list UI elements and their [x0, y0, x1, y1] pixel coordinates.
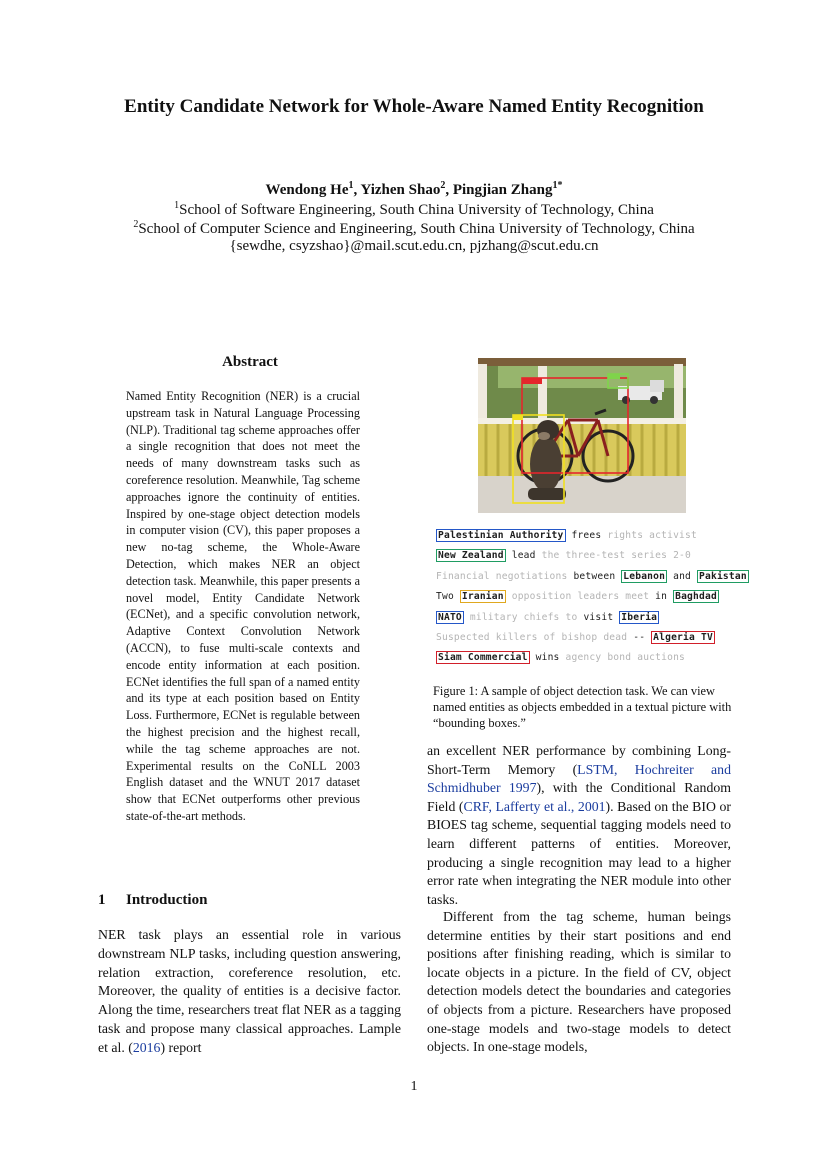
entity-box-loc: Lebanon	[623, 570, 666, 582]
intro-paragraph-left	[98, 926, 401, 1058]
author-emails: {sewdhe, csyzshao}@mail.scut.edu.cn, pjzhang@scut.edu.cn	[229, 238, 599, 254]
entity-box-loc: Pakistan	[699, 570, 747, 582]
ner-example-lines	[436, 526, 747, 669]
ner-line	[436, 587, 736, 607]
author-name: Wendong He	[265, 182, 349, 198]
ner-line	[436, 628, 736, 648]
affiliation-1	[0, 200, 828, 219]
body-text: ), with the Conditional Random Field (	[427, 780, 731, 814]
body-text: NER task plays an essential role in various downstream NLP tasks, including question answering, relation extraction, coreference resolution, etc. Moreover, the quality of entities is a decisive factor. Along the time, researchers treat flat NER as a tagging task and propose many classical approaches. Lample et al. (	[98, 927, 401, 1055]
entity-box-per: Algeria TV	[653, 631, 713, 643]
abstract-heading: Abstract	[222, 354, 278, 370]
plain-token: wins	[529, 652, 566, 664]
paper-title: Entity Candidate Network for Whole-Aware Named Entity Recognition	[124, 96, 704, 117]
affiliation-text: School of Software Engineering, South China University of Technology, China	[179, 202, 654, 218]
author-name: Yizhen Shao	[360, 182, 441, 198]
affiliation-2	[0, 219, 828, 238]
intro-paragraph-right-2: Different from the tag scheme, human beings determine entities by their start positions and end positions after finishing reading, which is similar to locate objects in a picture. In the field of CV, object detection models detect the boundaries and categories of objects from a picture. Researchers have proposed one-stage models and two-stage models to detect objects. In one-stage models,	[427, 909, 731, 1055]
affiliation-sup: 1	[174, 200, 180, 211]
faded-token: opposition leaders meet	[505, 591, 656, 603]
ner-line	[436, 608, 736, 628]
affiliation-sup: 2	[133, 219, 139, 230]
plain-token: lead	[505, 550, 542, 562]
body-text: ). Based on the BIO or BIOES tag scheme, sequential tagging models need to learn different patterns of entities. Moreover, producing a single recognition may lead to a higher error rate when integrating the NER module into other tasks.	[427, 798, 731, 907]
faded-token: agency bond	[565, 652, 638, 664]
intro-paragraph-right-1	[427, 742, 731, 909]
section-heading	[98, 892, 207, 909]
entity-box-loc: New Zealand	[438, 550, 504, 562]
body-text: an excellent NER performance by combining Long-Short-Term Memory (	[427, 743, 731, 777]
plain-token: Two	[436, 591, 460, 603]
ner-line	[436, 648, 736, 668]
figure-photo	[478, 358, 686, 513]
faded-token: the three-test series 2-0	[541, 550, 692, 562]
plain-token: visit	[583, 611, 620, 623]
section-number: 1	[98, 892, 106, 908]
entity-box-loc: Baghdad	[675, 591, 717, 603]
faded-token: Financial	[436, 570, 496, 582]
entity-box-org: NATO	[438, 611, 462, 623]
entity-box-org: Iberia	[621, 611, 658, 623]
faded-token: auctions	[637, 652, 686, 664]
plain-token: between	[567, 570, 622, 582]
plain-token: and	[667, 570, 698, 582]
author-list: Wendong He$^1$, Yizhen Shao$^2$, Pingjian Zhang$^{1*}$	[265, 180, 563, 198]
faded-token: Suspected killers of bishop dead	[436, 631, 634, 643]
plain-token: in	[655, 591, 674, 603]
entity-box-per: Siam Commercial	[438, 652, 528, 664]
author-sup: 2	[440, 180, 446, 191]
faded-token: military chiefs to	[463, 611, 584, 623]
author-sup: 1	[348, 180, 354, 191]
author-sup: 1*	[552, 180, 563, 191]
porch-photo-illustration	[478, 358, 686, 513]
author-name: Pingjian Zhang	[452, 182, 553, 198]
citation-link[interactable]: 2016	[132, 1039, 161, 1055]
faded-token: rights activist	[607, 530, 697, 541]
faded-token: negotiations	[495, 570, 568, 582]
ner-line	[436, 567, 747, 587]
ner-line	[436, 546, 736, 566]
entity-box-org: Palestinian Authority	[438, 530, 564, 541]
figure-caption: Figure 1: A sample of object detection task. We can view named entities as objects embedded in a textual picture with “bounding boxes.”	[433, 684, 732, 730]
plain-token: frees	[565, 530, 608, 541]
page-number: 1	[410, 1079, 418, 1094]
body-text: ) report	[160, 1039, 202, 1055]
plain-token: --	[633, 631, 652, 643]
abstract-text: Named Entity Recognition (NER) is a crucial upstream task in Natural Language Processing (NLP). Traditional tag scheme approaches offer a single recognition that does not meet the needs of many downstream tasks such as coreference resolution. Meanwhile, Tag scheme approaches ignore the continuity of entities. Inspired by one-stage object detection models in computer vision (CV), this paper proposes a new no-tag scheme, the Whole-Aware Detection, which makes NER an object detection task. Meanwhile, this paper presents a novel model, Entity Candidate Network (ECNet), and a specific convolution network, Adaptive Context Convolution Network (ACCN), to fuse multi-scale contexts and encode entity information at each position. ECNet identifies the full span of a named entity and its type at each position based on Entity Loss. Furthermore, ECNet is regulable between the highest precision and the highest recall, while the tag scheme approaches are not. Experimental results on the CoNLL 2003 English dataset and the WNUT 2017 dataset show that ECNet outperforms other previous state-of-the-art methods.	[126, 389, 360, 823]
affiliation-text: School of Computer Science and Engineering, South China University of Technology, China	[138, 221, 695, 237]
section-title: Introduction	[126, 892, 208, 908]
entity-box-misc: Iranian	[461, 591, 504, 603]
ner-line	[436, 526, 736, 546]
citation-link[interactable]: CRF, Lafferty et al., 2001	[463, 798, 606, 814]
citation-link[interactable]: LSTM, Hochreiter and Schmidhuber 1997	[427, 761, 731, 796]
